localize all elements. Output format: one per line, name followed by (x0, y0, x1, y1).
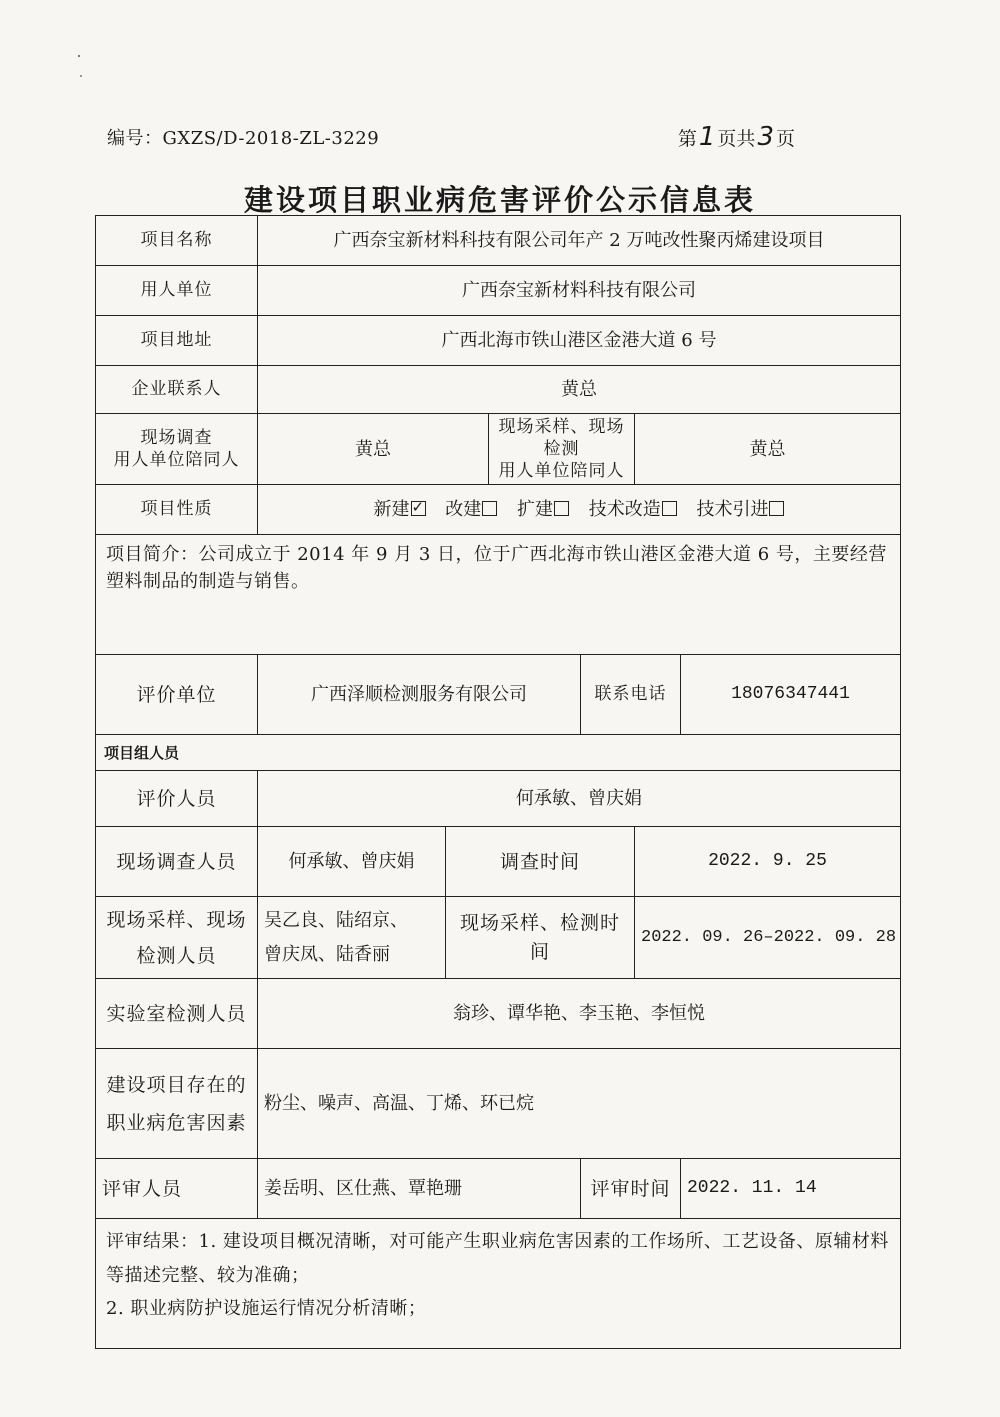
row-lab (96, 979, 901, 1049)
sampling-companion-value: 黄总 (635, 414, 901, 485)
sampling-time-label: 现场采样、检测时间 (446, 897, 635, 979)
review-result-line1: 评审结果：1. 建设项目概况清晰，对可能产生职业病危害因素的工作场所、工艺设备、原辅材料等描述完整、较为准确； (106, 1231, 889, 1286)
row-address (96, 316, 901, 366)
sampling-companion-label (489, 414, 635, 485)
team-header: 项目组人员 (96, 735, 901, 771)
employer-label: 用人单位 (96, 266, 258, 316)
scan-speck (80, 75, 82, 77)
survey-time-label: 调查时间 (446, 827, 635, 897)
row-intro (96, 535, 901, 655)
review-time-value: 2022. 11. 14 (681, 1159, 901, 1219)
nature-tech-reform-label: 技术改造 (588, 499, 661, 521)
nature-new-checkbox[interactable] (411, 501, 426, 516)
row-samplers (96, 897, 901, 979)
nature-expand-label: 扩建 (517, 499, 553, 521)
samplers-value-line2: 曾庆凤、陆香丽 (264, 943, 390, 965)
contact-value: 黄总 (258, 366, 901, 414)
project-name-value: 广西奈宝新材料科技有限公司年产 2 万吨改性聚丙烯建设项目 (258, 216, 901, 266)
review-time-label: 评审时间 (581, 1159, 681, 1219)
reviewers-label: 评审人员 (96, 1159, 258, 1219)
lab-value: 翁珍、谭华艳、李玉艳、李恒悦 (258, 979, 901, 1049)
eval-unit-label: 评价单位 (96, 655, 258, 735)
surveyors-label: 现场调查人员 (96, 827, 258, 897)
samplers-value (258, 897, 446, 979)
info-table (95, 215, 901, 1349)
page-prefix: 第 (677, 128, 697, 150)
surveyors-value: 何承敏、曾庆娟 (258, 827, 446, 897)
sampling-time-value: 2022. 09. 26–2022. 09. 28 (635, 897, 901, 979)
sampling-companion-label-line1: 现场采样、现场检测 (498, 417, 625, 460)
samplers-label-line1: 现场采样、现场 (106, 908, 247, 931)
survey-companion-label-line1: 现场调查 (140, 428, 213, 449)
row-team-header (96, 735, 901, 771)
phone-label: 联系电话 (581, 655, 681, 735)
nature-tech-import-checkbox[interactable] (769, 501, 784, 516)
row-evaluators (96, 771, 901, 827)
nature-rebuild-checkbox[interactable] (482, 501, 497, 516)
nature-expand-checkbox[interactable] (554, 501, 569, 516)
nature-rebuild-label: 改建 (445, 499, 482, 521)
hazards-label (96, 1049, 258, 1159)
review-result (96, 1219, 901, 1349)
page-total: 3 (757, 122, 774, 152)
nature-label: 项目性质 (96, 485, 258, 535)
page-suffix: 页 (775, 128, 795, 150)
eval-unit-value: 广西泽顺检测服务有限公司 (258, 655, 581, 735)
address-value: 广西北海市铁山港区金港大道 6 号 (258, 316, 901, 366)
row-contact (96, 366, 901, 414)
row-eval-unit (96, 655, 901, 735)
contact-label: 企业联系人 (96, 366, 258, 414)
page-indicator (678, 122, 795, 152)
survey-companion-label (96, 414, 258, 485)
row-project-name (96, 216, 901, 266)
page-title: 建设项目职业病危害评价公示信息表 (243, 183, 756, 217)
nature-options (258, 485, 901, 535)
nature-tech-import-label: 技术引进 (696, 499, 769, 521)
samplers-label (96, 897, 258, 979)
employer-value: 广西奈宝新材料科技有限公司 (258, 266, 901, 316)
lab-label: 实验室检测人员 (96, 979, 258, 1049)
row-result (96, 1219, 901, 1349)
survey-time-value: 2022. 9. 25 (635, 827, 901, 897)
address-label: 项目地址 (96, 316, 258, 366)
row-hazards (96, 1049, 901, 1159)
row-review (96, 1159, 901, 1219)
survey-companion-label-line2: 用人单位陪同人 (113, 450, 240, 471)
samplers-value-line1: 吴乙良、陆绍京、 (264, 909, 408, 931)
evaluators-value: 何承敏、曾庆娟 (258, 771, 901, 827)
hazards-label-line2: 职业病危害因素 (106, 1111, 247, 1134)
hazards-label-line1: 建设项目存在的 (106, 1073, 247, 1096)
survey-companion-value: 黄总 (258, 414, 489, 485)
nature-tech-reform-checkbox[interactable] (662, 501, 677, 516)
row-employer (96, 266, 901, 316)
reviewers-value: 姜岳明、区仕燕、覃艳珊 (258, 1159, 581, 1219)
samplers-label-line2: 检测人员 (136, 944, 217, 967)
evaluators-label: 评价人员 (96, 771, 258, 827)
page-current: 1 (698, 122, 716, 152)
hazards-value: 粉尘、噪声、高温、丁烯、环已烷 (258, 1049, 901, 1159)
project-name-label: 项目名称 (96, 216, 258, 266)
page-mid: 页共 (717, 128, 756, 150)
row-nature (96, 485, 901, 535)
nature-new-label: 新建 (373, 499, 410, 521)
project-intro: 项目简介：公司成立于 2014 年 9 月 3 日，位于广西北海市铁山港区金港大道 6 号，主要经营塑料制品的制造与销售。 (96, 535, 901, 655)
sampling-companion-label-line2: 用人单位陪同人 (498, 461, 625, 482)
row-surveyors (96, 827, 901, 897)
row-companions (96, 414, 901, 485)
document-header (107, 122, 900, 150)
scan-speck (78, 55, 80, 57)
phone-value: 18076347441 (681, 655, 901, 735)
review-result-line2: 2. 职业病防护设施运行情况分析清晰； (106, 1297, 427, 1319)
document-number: 编号：GXZS/D-2018-ZL-3229 (107, 128, 380, 149)
